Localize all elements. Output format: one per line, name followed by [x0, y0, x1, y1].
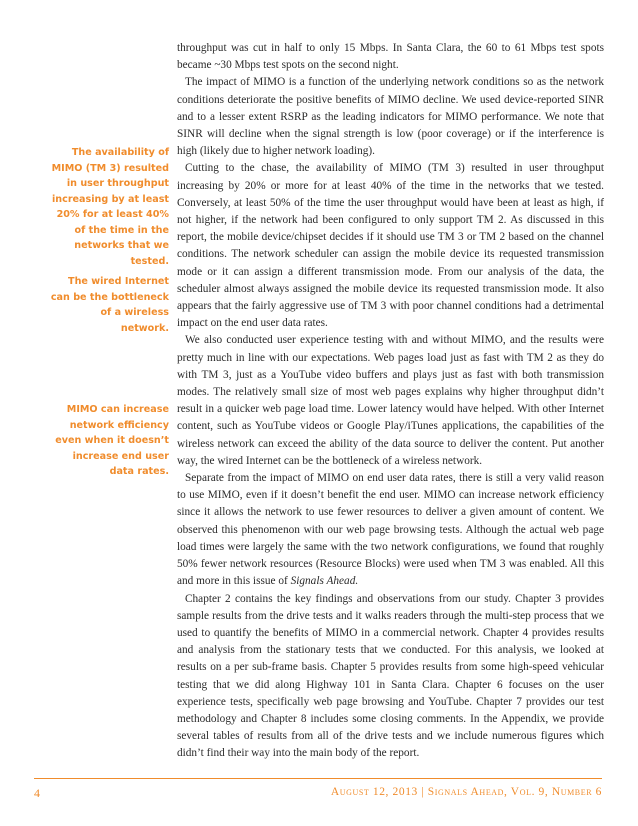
- publication-title-italic: Signals Ahead.: [290, 575, 359, 588]
- pull-quote-network-efficiency: MIMO can increase network efficiency even when it doesn’t increase end user data rates.: [55, 404, 169, 477]
- article-body: [177, 40, 604, 763]
- paragraph-efficiency-text: Separate from the impact of MIMO on end user data rates, there is still a very valid reason to use MIMO, even if it doesn’t benefit the end user. MIMO can increase network efficiency since it allows the network to use fewer resources to deliver a given amount of content. We observed this phenomenon with our web page browsing tests. Although the actual web page load times were largely the same with the two network configurations, we found that roughly 50% fewer network resources (Resource Blocks) were used when TM 3 was enabled. All this and more in this issue of: [177, 472, 604, 588]
- paragraph-efficiency: [177, 470, 604, 590]
- pull-quote-mimo-availability: The availability of MIMO (TM 3) resulted in user throughput increasing by at least 20% for at least 40% of the time in the networks that we tested.: [51, 147, 169, 267]
- footer-publication-info: August 12, 2013 | Signals Ahead, Vol. 9, Number 6: [330, 786, 602, 798]
- paragraph-chapters: Chapter 2 contains the key findings and observations from our study. Chapter 3 provides sample results from the drive tests and it walks readers through the multi-step process that we used to quantify the benefits of MIMO in a commercial network. Chapter 4 provides results and analysis from the stationary tests that we conducted. For this analysis, we looked at results on a per sub-frame basis. Chapter 5 provides results from some high-speed vehicular testing that we did along Highway 101 in Santa Clara. Chapter 6 focuses on the user experience tests, specifically web page browsing and YouTube. Chapter 7 provides our test methodology and Chapter 8 includes some closing comments. In the Appendix, we provide several tables of results from all of the drive tests and we include numerous figures which didn’t find their way into the main body of the report.: [177, 592, 604, 760]
- paragraph-user-experience: We also conducted user experience testing with and without MIMO, and the results were pretty much in line with our expectations. Web pages load just as fast with TM 2 as they do with TM 3, just as a YouTube video buffers and plays just as fast with both transmission modes. The relatively small size of most web pages explains why higher throughput didn’t result in a quicker web page load time. Lower latency would have helped. With other Internet content, such as YouTube videos or Google Play/iTunes applications, the capabilities of the wireless network can exceed the ability of the data source to deliver the content. Put another way, the wired Internet can be the bottleneck of a wireless network.: [177, 334, 604, 467]
- pull-quote-wired-internet: The wired Internet can be the bottleneck of a wireless network.: [50, 276, 169, 334]
- page-number: 4: [34, 786, 40, 800]
- paragraph-mimo-impact: The impact of MIMO is a function of the underlying network conditions so as the network conditions deteriorate the positive benefits of MIMO decline. We used device-reported SINR and to a lesser extent RSRP as the leading indicators for MIMO performance. We note that SINR will decline when the signal strength is low (poor coverage) or if the interference is high (likely due to higher network loading).: [177, 76, 604, 158]
- paragraph-continuation: throughput was cut in half to only 15 Mbps. In Santa Clara, the 60 to 61 Mbps test spots became ~30 Mbps test spots on the second night.: [177, 42, 604, 72]
- paragraph-availability: Cutting to the chase, the availability of MIMO (TM 3) resulted in user throughput increasing by 20% or more for at least 40% of the time in the networks that we tested. Conversely, at least 50% of the time the user throughput would have been at least as high, if not higher, if the network had been configured to only support TM 2. As discussed in this report, the mobile device/chipset decides if it should use TM 3 or TM 2 based on the channel conditions. The network scheduler can assign the mobile device its requested transmission mode or it can assign a different transmission mode. From our analysis of the data, the scheduler almost always assigned the mobile device its requested transmission mode. It also appears that the fairly aggressive use of TM 3 with poor channel conditions had a detrimental impact on the end user data rates.: [177, 162, 604, 330]
- footer-rule: [34, 778, 602, 779]
